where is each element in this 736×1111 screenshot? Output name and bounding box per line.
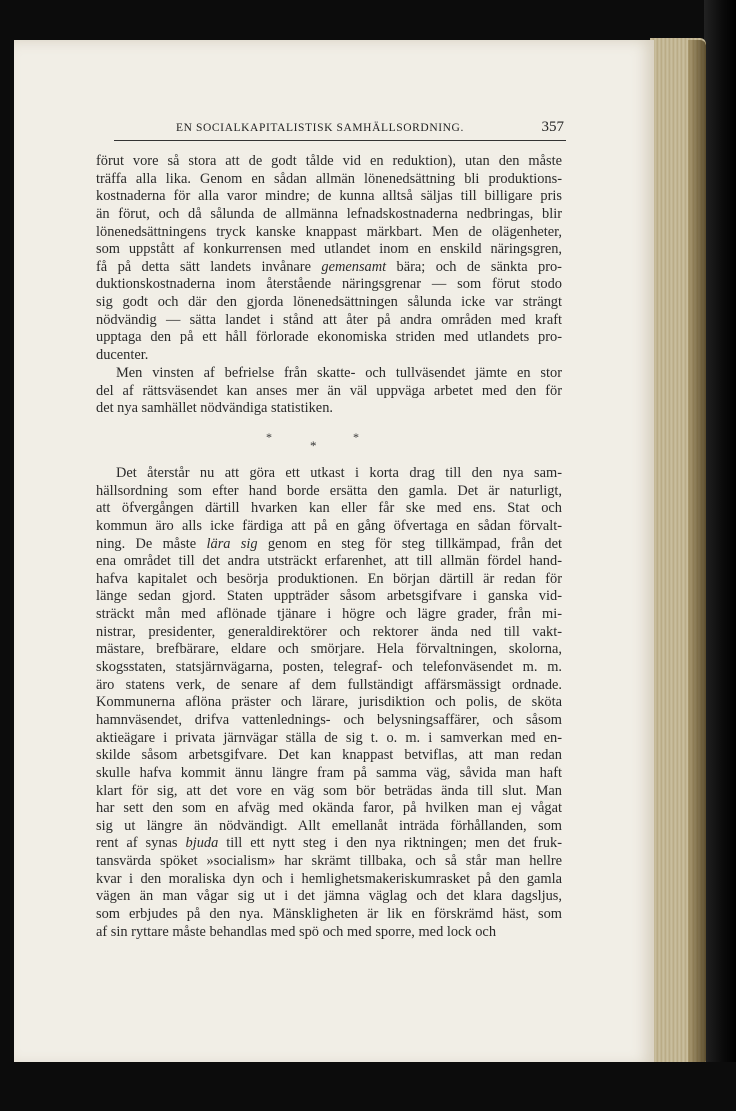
- text-line: som uppstått af konkurrensen med utlandet inom en enskild näringsgren,: [96, 241, 562, 258]
- text-line: upptaga den på ett håll förlorade ekonomiska striden med utlandets pro-: [96, 329, 562, 346]
- text-line: duktionskostnaderna inom återstående näringsgrenar — som förut stodo: [96, 276, 562, 293]
- book-cover-bottom: [0, 1062, 736, 1111]
- text-line: ena området till det andra utsträckt erfarenhet, att till allmän fördel hand-: [96, 553, 562, 570]
- text-line: mästare, brefbärare, eldare och smörjare. Hela förvaltningen, skolorna,: [96, 641, 562, 658]
- text-line: länge sedan gjord. Staten uppträder såsom arbetsgifvare i ganska vid-: [96, 588, 562, 605]
- paragraph-1: [96, 153, 562, 365]
- emphasized-word: bjuda: [185, 835, 219, 852]
- text-line: del af rättsväsendet kan anses mer än väl uppväga arbetet med den för: [96, 382, 562, 399]
- book-cover-left: [0, 0, 14, 1111]
- text-line: sig ut längre än nödvändigt. Allt emellanåt inträda förhållanden, som: [96, 817, 562, 834]
- text-line: att öfvergången därtill hvarken kan eller får ske med ens. Stat och: [96, 500, 562, 517]
- page-edges-shade: [688, 40, 706, 1066]
- text-line: sig godt och där den gjorda lönenedsättningen sålunda icke var strängt: [96, 294, 562, 311]
- text-line: äro statens verk, de senare af dem fullständigt affärsmässigt ordnade.: [96, 676, 562, 693]
- text-line: skogsstaten, statsjärnvägarna, posten, telegraf- och telefonväsendet m. m.: [96, 659, 562, 676]
- paragraph-2: [96, 365, 562, 418]
- running-header: [114, 119, 566, 141]
- text-line: ning. De måste lära sig genom en steg för steg tillkämpad, från det: [96, 535, 562, 552]
- text-line: hafva kapitalet och besörja produktionen. En början därtill är redan för: [96, 570, 562, 587]
- text-line: sträckt mån med aflönade tjänare i högre och lägre grader, från mi-: [96, 606, 562, 623]
- text-line: nistrar, presidenter, generaldirektörer och rektorer ända ned till vakt-: [96, 623, 562, 640]
- text-line: ducenter.: [96, 347, 149, 364]
- text-line: tansvärda spöket »socialism» har skrämt tillbaka, och så står man hellre: [96, 853, 562, 870]
- asterisk-mark: *: [310, 438, 317, 453]
- text-line: som erbjudes på den nya. Mänskligheten är lik en förskrämd häst, som: [96, 906, 562, 923]
- text-line: få på detta sätt landets invånare gemensamt bära; och de sänkta pro-: [96, 258, 562, 275]
- text-line: aktieägare i privata järnvägar ställa de sig t. o. m. i samverkan med en-: [96, 729, 562, 746]
- emphasized-word: lära sig: [206, 535, 258, 552]
- text-line: Kommunerna aflöna präster och lärare, jurisdiktion och polis, de sköta: [96, 694, 562, 711]
- page-number: 357: [541, 119, 564, 135]
- text-line: träffa alla lika. Genom en sådan allmän lönenedsättning bli produktions-: [96, 170, 562, 187]
- text-line: vägen än man vågar sig ut i det jämna väglag och det klara dagsljus,: [96, 888, 562, 905]
- text-line: af sin ryttare måste behandlas med spö och med sporre, med lock och: [96, 923, 497, 940]
- asterisk-mark: *: [353, 430, 359, 444]
- text-line: hamnväsendet, drifva vattenlednings- och belysningsaffärer, och såsom: [96, 711, 562, 728]
- text-line: rent af synas bjuda till ett nytt steg i den nya riktningen; men det fruk-: [96, 835, 562, 852]
- text-line: Men vinsten af befrielse från skatte- och tullväsendet jämte en stor: [116, 365, 562, 381]
- paragraph-3: [96, 465, 562, 941]
- emphasized-word: gemensamt: [321, 258, 387, 275]
- text-line: lönenedsättningens tryck kanske knappast märkbart. Men de olägenheter,: [96, 223, 562, 240]
- text-line: klart för sig, att det vore en väg som bör beträdas ända till slut. Man: [96, 782, 562, 799]
- text-line: skulle hafva kommit ännu längre fram på samma väg, såvida man haft: [96, 764, 562, 781]
- text-line: nödvändig — sätta landet i stånd att åter på andra områden med kraft: [96, 311, 562, 328]
- text-line: än förut, och då sålunda de allmänna lefnadskostnaderna nedbringas, blir: [96, 205, 562, 222]
- text-line: förut vore så stora att de godt tålde vid en reduktion), utan den måste: [96, 153, 562, 169]
- text-line: kvar i den moraliska dyn och i hemlighetsmakeriskumrasket på den gamla: [96, 870, 562, 887]
- text-line: kostnaderna för alla varor mindre; de kunna alltså säljas till billigare pris: [96, 188, 562, 205]
- text-line: har sett den som en afväg med okända faror, på hvilken man ej vågat: [96, 800, 562, 817]
- book-cover-right: [704, 0, 736, 1111]
- section-divider-asterism: [258, 430, 398, 454]
- text-line: Det återstår nu att göra ett utkast i korta drag till den nya sam-: [116, 465, 562, 481]
- text-line: det nya samhället nödvändiga statistiken.: [96, 400, 333, 417]
- running-title: EN SOCIALKAPITALISTISK SAMHÄLLSORDNING.: [176, 122, 464, 134]
- text-line: kommun äro alls icke färdiga att på en gång öfvertaga en sådan förvalt-: [96, 517, 562, 534]
- text-line: skilde såsom arbetsgifvare. Det kan knappast betviflas, att man redan: [96, 747, 562, 764]
- text-line: hällsordning som efter hand borde ersätta den gamla. Det är naturligt,: [96, 482, 562, 499]
- asterisk-mark: *: [266, 430, 272, 444]
